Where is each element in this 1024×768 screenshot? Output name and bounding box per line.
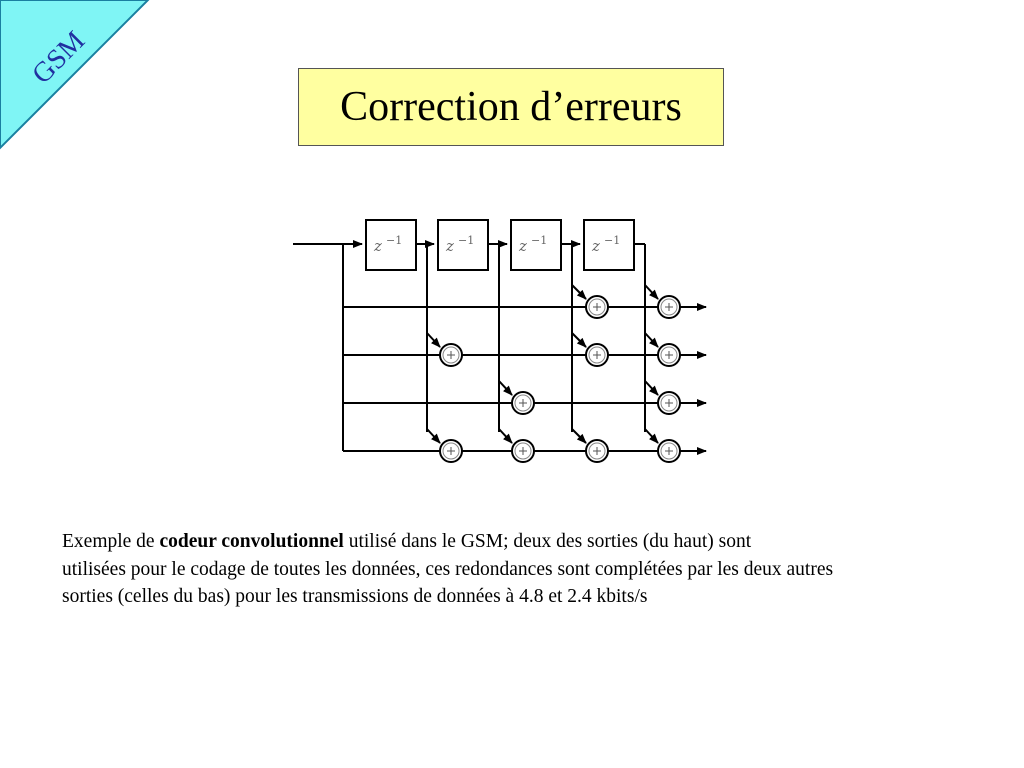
modulo-2-adders xyxy=(427,285,680,462)
adder-input-arrow-2 xyxy=(645,285,658,299)
caption-line3: sorties (celles du bas) pour les transmissions de données à 4.8 et 2.4 kbits/s xyxy=(62,586,648,607)
figure-caption xyxy=(62,528,982,611)
caption-intro: Exemple de xyxy=(62,531,160,552)
delay-exponent-3: −1 xyxy=(531,234,548,247)
adder-input-arrow-5 xyxy=(645,333,658,347)
adder-input-arrow-3 xyxy=(427,333,440,347)
caption-line1-rest: utilisé dans le GSM; deux des sorties (du haut) sont xyxy=(343,531,752,552)
adder-input-arrow-7 xyxy=(645,381,658,395)
delay-label-2: z xyxy=(446,237,454,255)
adder-input-arrow-10 xyxy=(572,429,586,443)
caption-line2: utilisées pour le codage de toutes les données, ces redondances sont complétées par les deux autres xyxy=(62,558,834,580)
adder-input-arrow-9 xyxy=(499,429,512,443)
delay-exponent-2: −1 xyxy=(458,234,475,247)
adder-input-arrow-11 xyxy=(645,429,658,443)
adder-input-arrow-6 xyxy=(499,381,512,395)
adder-input-arrow-4 xyxy=(572,333,586,347)
page-title-text: Correction d’erreurs xyxy=(340,84,682,130)
delay-label-4: z xyxy=(592,237,600,255)
gsm-label: GSM xyxy=(26,25,92,91)
delay-label-1: z xyxy=(374,237,382,255)
adder-input-arrow-8 xyxy=(427,429,440,443)
adder-input-arrow-1 xyxy=(572,285,586,299)
encoder-wires xyxy=(293,244,706,451)
delay-exponent-4: −1 xyxy=(604,234,621,247)
delay-exponent-1: −1 xyxy=(386,234,403,247)
delay-label-3: z xyxy=(519,237,527,255)
caption-bold-term: codeur convolutionnel xyxy=(159,531,344,552)
